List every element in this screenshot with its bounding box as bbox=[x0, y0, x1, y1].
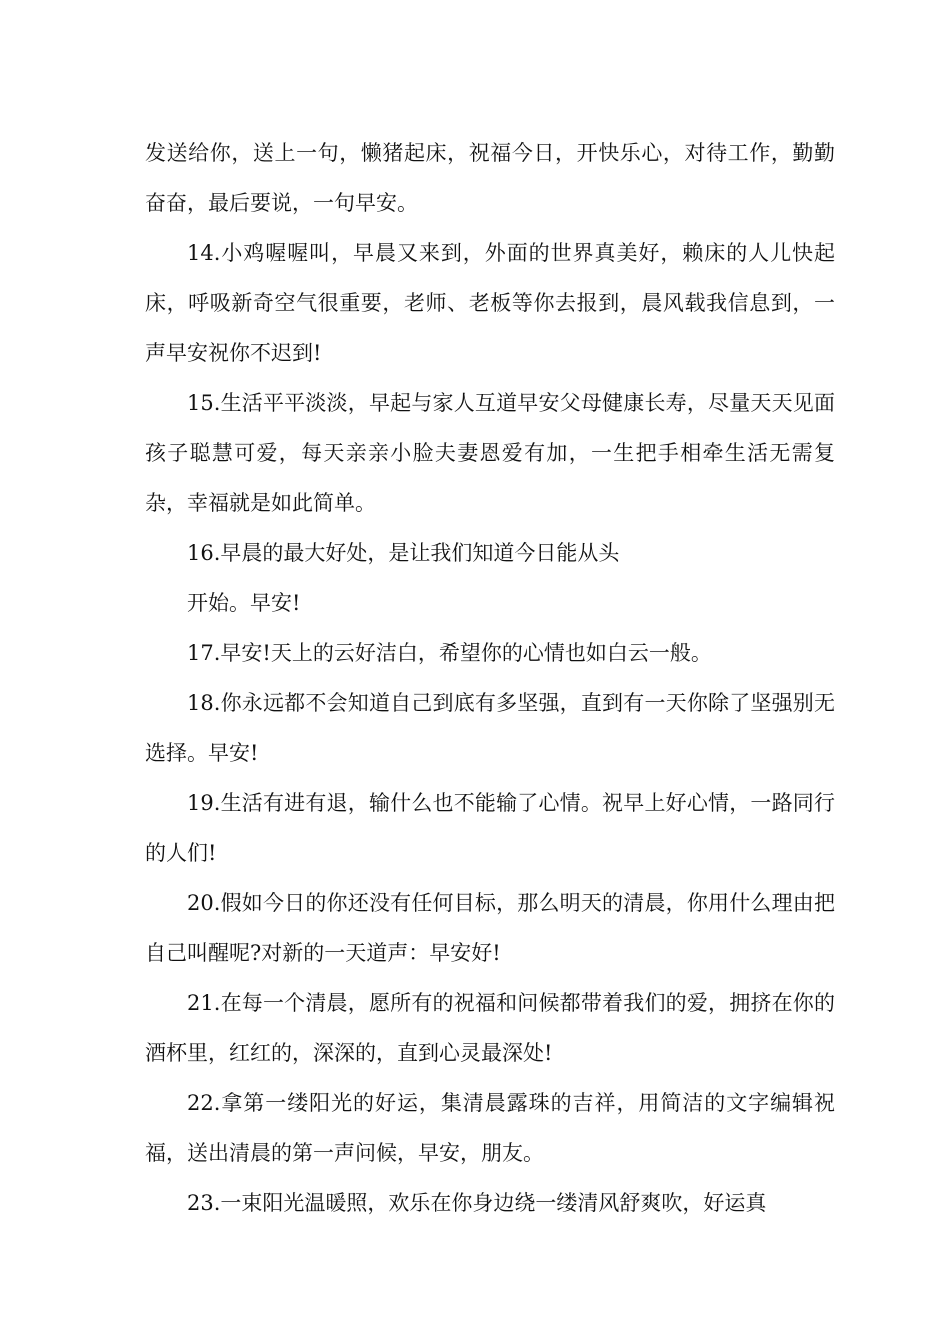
paragraph-item-23: 23.一束阳光温暖照，欢乐在你身边绕一缕清风舒爽吹，好运真 bbox=[187, 1191, 767, 1215]
paragraph-item-17: 17.早安!天上的云好洁白，希望你的心情也如白云一般。 bbox=[187, 641, 712, 665]
paragraph-item-20: 20.假如今日的你还没有任何目标，那么明天的清晨，你用什么理由把自己叫醒呢?对新的一天道声：早安好! bbox=[145, 891, 835, 965]
paragraph-item-14: 14.小鸡喔喔叫，早晨又来到，外面的世界真美好，赖床的人儿快起床，呼吸新奇空气很重要，老师、老板等你去报到，晨风载我信息到，一声早安祝你不迟到! bbox=[145, 241, 835, 365]
paragraph-item-21: 21.在每一个清晨，愿所有的祝福和问候都带着我们的爱，拥挤在你的酒杯里，红红的，深深的，直到心灵最深处! bbox=[145, 991, 835, 1065]
paragraph-item-19: 19.生活有进有退，输什么也不能输了心情。祝早上好心情，一路同行的人们! bbox=[145, 791, 835, 865]
document-body bbox=[145, 128, 835, 1228]
paragraph-item-15: 15.生活平平淡淡，早起与家人互道早安父母健康长寿，尽量天天见面孩子聪慧可爱，每天亲亲小脸夫妻恩爱有加，一生把手相牵生活无需复杂，幸福就是如此简单。 bbox=[145, 391, 835, 515]
paragraph-item-16-continuation: 开始。早安! bbox=[187, 591, 301, 615]
paragraph-item-18: 18.你永远都不会知道自己到底有多坚强，直到有一天你除了坚强别无选择。早安! bbox=[145, 691, 835, 765]
paragraph-item-16: 16.早晨的最大好处，是让我们知道今日能从头 bbox=[187, 541, 620, 565]
paragraph-continuation: 发送给你，送上一句，懒猪起床，祝福今日，开快乐心，对待工作，勤勤奋奋，最后要说，一句早安。 bbox=[145, 141, 835, 215]
paragraph-item-22: 22.拿第一缕阳光的好运，集清晨露珠的吉祥，用简洁的文字编辑祝福，送出清晨的第一声问候，早安，朋友。 bbox=[145, 1091, 835, 1165]
